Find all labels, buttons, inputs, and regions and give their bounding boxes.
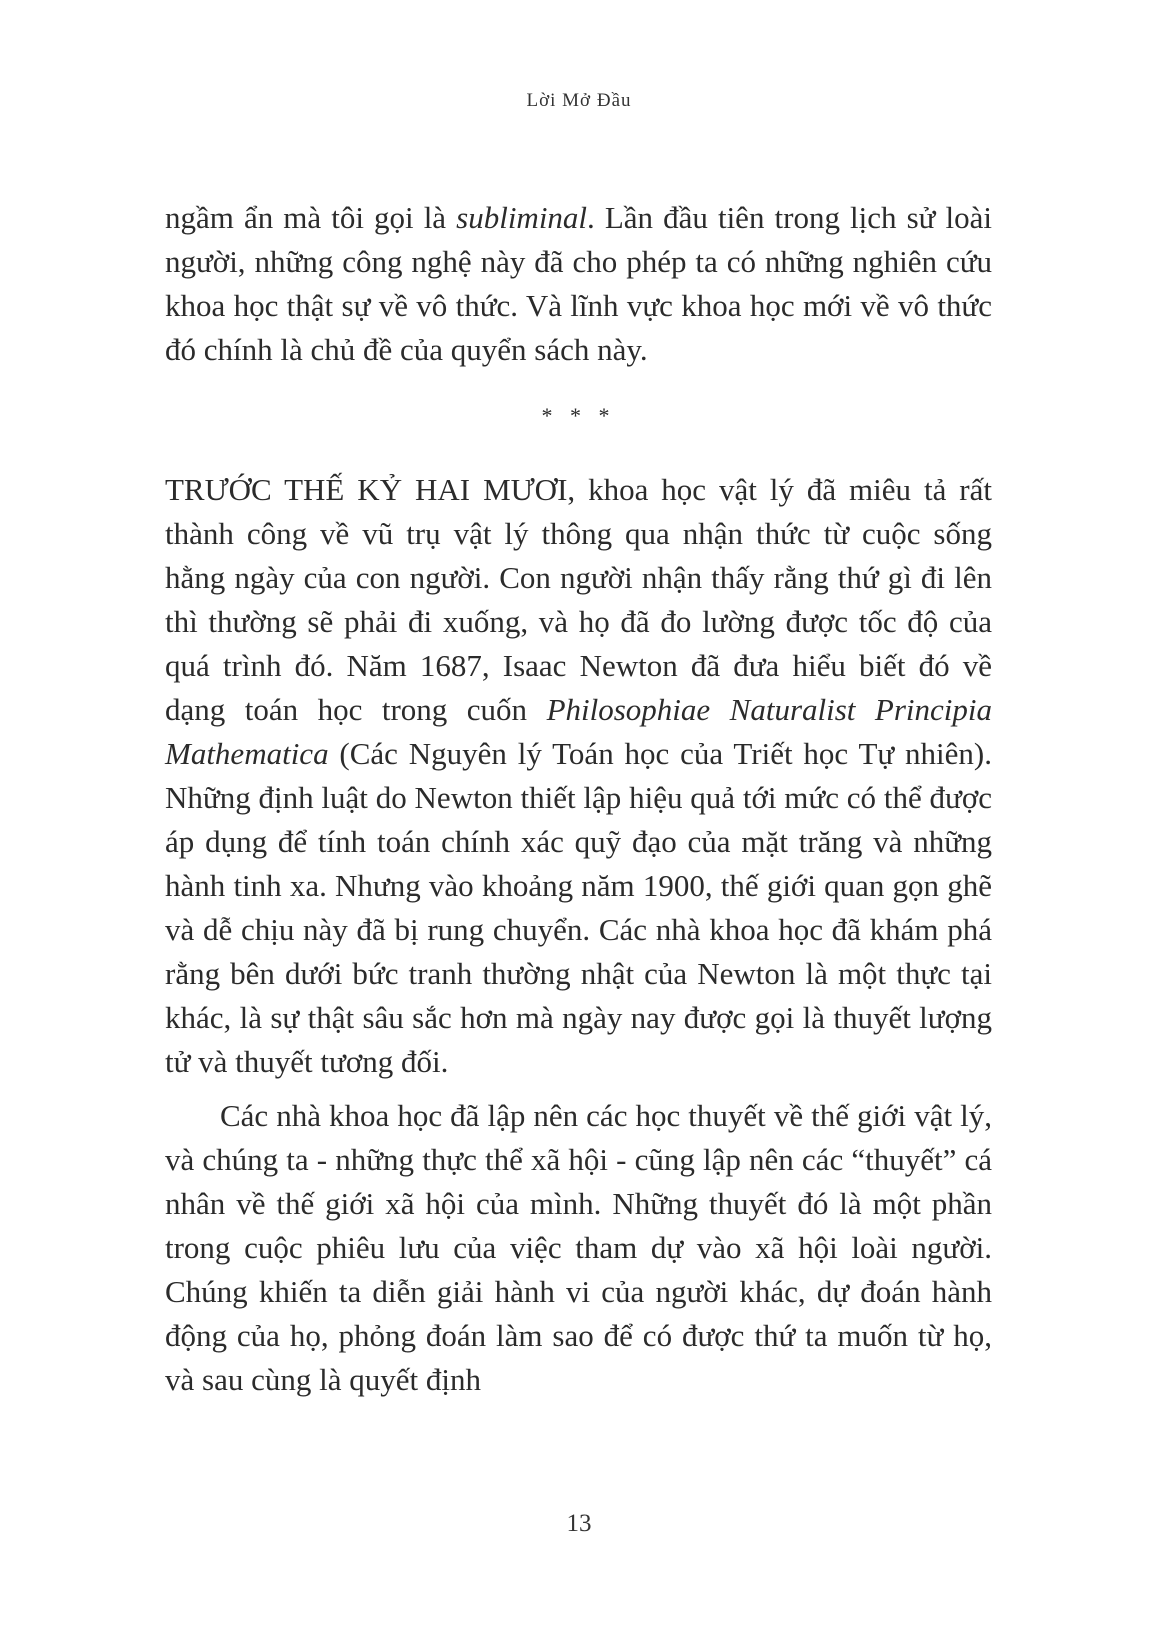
paragraph-continuation bbox=[165, 196, 992, 372]
paragraph-text: ngầm ẩn mà tôi gọi là bbox=[165, 200, 457, 235]
paragraph-text: TRƯỚC THẾ KỶ HAI MƯƠI, khoa học vật lý đã miêu tả rất thành công về vũ trụ vật lý thông qua nhận thức từ cuộc sống hằng ngày của con người. Con người nhận thấy rằng thứ gì đi lên thì thường sẽ phải đi xuống, và họ đã đo lường được tốc độ của quá trình đó. Năm 1687, Isaac Newton đã đưa hiểu biết đó về dạng toán học trong cuốn bbox=[165, 472, 992, 727]
section-separator: * * * bbox=[541, 403, 616, 428]
italic-term: subliminal bbox=[456, 200, 588, 235]
paragraph-indented: Các nhà khoa học đã lập nên các học thuyết về thế giới vật lý, và chúng ta - những thực thể xã hội - cũng lập nên các “thuyết” cá nhân về thế giới xã hội của mình. Những thuyết đó là một phần trong cuộc phiêu lưu của việc tham dự vào xã hội loài người. Chúng khiến ta diễn giải hành vi của người khác, dự đoán hành động của họ, phỏng đoán làm sao để có được thứ ta muốn từ họ, và sau cùng là quyết định bbox=[165, 1098, 992, 1397]
paragraph-text: (Các Nguyên lý Toán học của Triết học Tự nhiên). Những định luật do Newton thiết lập hiệu quả tới mức có thể được áp dụng để tính toán chính xác quỹ đạo của mặt trăng và những hành tinh xa. Nhưng vào khoảng năm 1900, thế giới quan gọn ghẽ và dễ chịu này đã bị rung chuyển. Các nhà khoa học đã khám phá rằng bên dưới bức tranh thường nhật của Newton là một thực tại khác, là sự thật sâu sắc hơn mà ngày nay được gọi là thuyết lượng tử và thuyết tương đối. bbox=[165, 736, 992, 1079]
paragraph-text: . Lần đầu tiên trong lịch sử loài người, những công nghệ này đã cho phép ta có những nghiên cứu khoa học thật sự về vô thức. Và lĩnh vực khoa học mới về vô thức đó chính là chủ đề của quyển sách này. bbox=[165, 200, 992, 367]
running-header: Lời Mở Đầu bbox=[526, 90, 632, 111]
italic-book-title: Philosophiae Naturalist Principia Mathematica bbox=[165, 692, 993, 771]
page-number: 13 bbox=[566, 1510, 592, 1537]
body-text bbox=[165, 196, 992, 1402]
paragraph-section-opening bbox=[165, 468, 992, 1084]
